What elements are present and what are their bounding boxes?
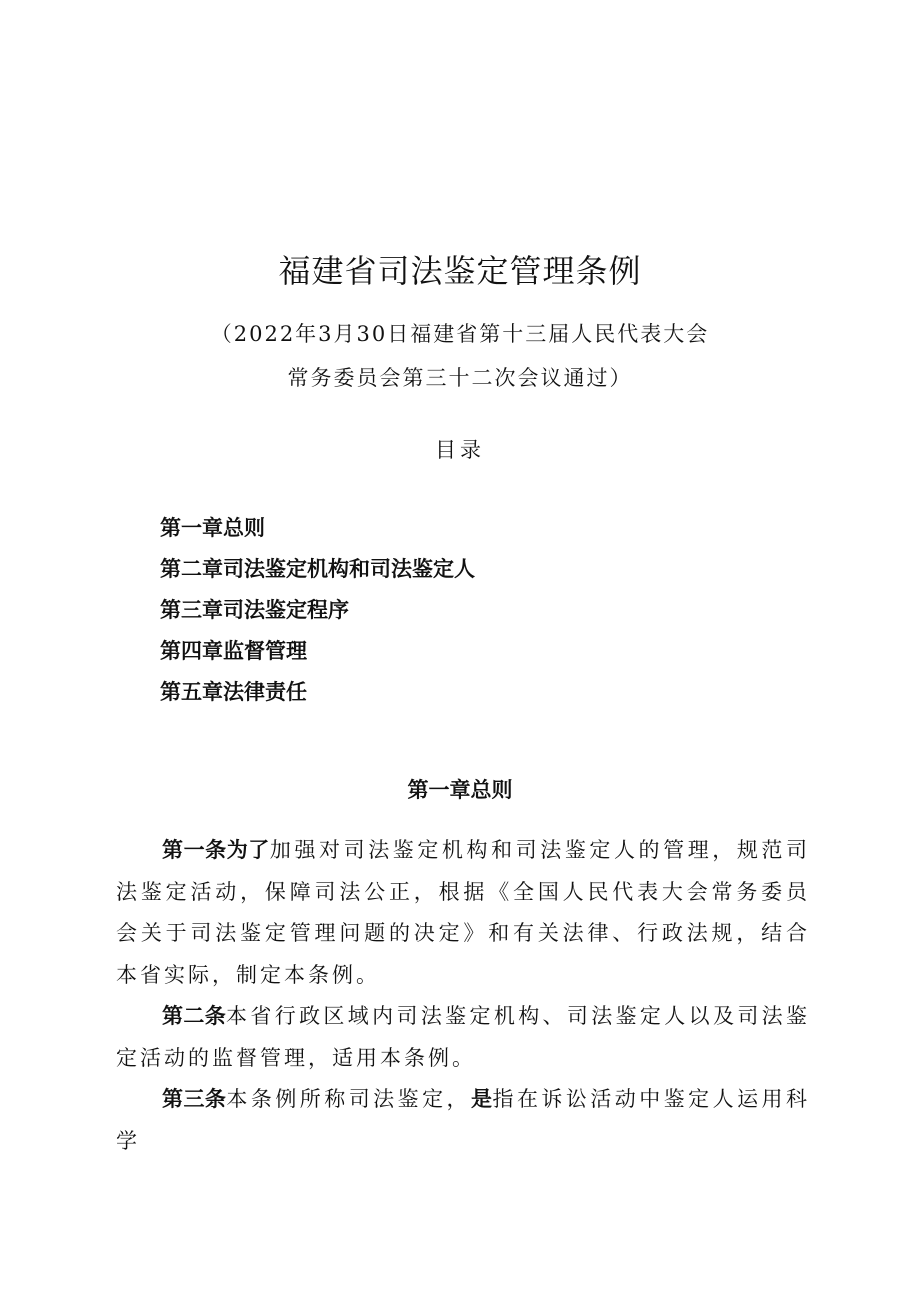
document-subtitle-line1: （2022年3月30日福建省第十三届人民代表大会: [210, 322, 710, 346]
article-1-label: 第一条: [162, 838, 227, 862]
article-3-text-after: 指在诉讼活动中鉴定人运用科学: [116, 1087, 811, 1153]
article-3-label: 第三条: [162, 1087, 227, 1111]
toc-item-chapter-1: 第一章总则: [160, 516, 265, 540]
toc-item-chapter-3: 第三章司法鉴定程序: [160, 598, 349, 622]
article-1-text: 加强对司法鉴定机构和司法鉴定人的管理，规范司法鉴定活动，保障司法公正，根据《全国人民代表大会常务委员会关于司法鉴定管理问题的决定》和有关法律、行政法规，结合本省实际，制定本条例。: [116, 838, 811, 987]
toc-item-chapter-4: 第四章监督管理: [160, 639, 307, 663]
article-1: [116, 830, 810, 996]
document-title: 福建省司法鉴定管理条例: [278, 252, 642, 290]
article-3-text-before: 本条例所称司法鉴定，: [226, 1087, 472, 1111]
table-of-contents: [160, 508, 760, 713]
chapter-1-body: [116, 830, 810, 1162]
toc-heading: 目录: [435, 438, 485, 462]
toc-item-chapter-5: 第五章法律责任: [160, 680, 307, 704]
article-2-text: 本省行政区域内司法鉴定机构、司法鉴定人以及司法鉴定活动的监督管理，适用本条例。: [116, 1004, 811, 1070]
article-3-bold-mid: 是: [471, 1087, 493, 1111]
article-3: [116, 1079, 810, 1162]
article-2-label: 第二条: [162, 1004, 227, 1028]
chapter-1-heading: 第一章总则: [407, 778, 513, 802]
article-1-lead: 为了: [226, 838, 270, 862]
document-subtitle-line2: 常务委员会第三十二次会议通过）: [287, 366, 633, 390]
article-2: [116, 996, 810, 1079]
toc-item-chapter-2: 第二章司法鉴定机构和司法鉴定人: [160, 557, 475, 581]
